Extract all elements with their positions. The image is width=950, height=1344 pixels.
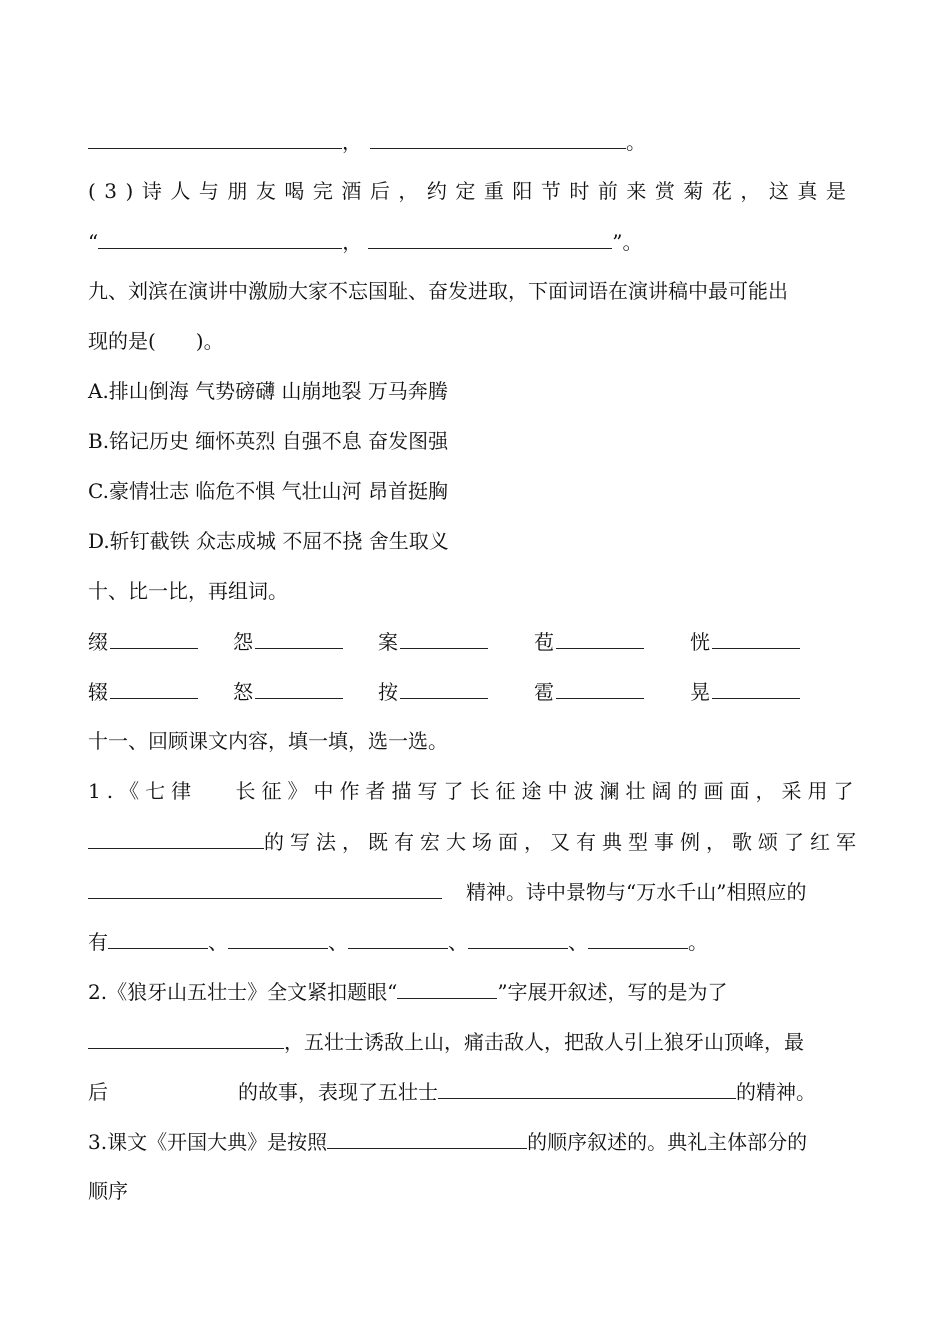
answer-blank[interactable] — [348, 926, 448, 949]
answer-blank[interactable] — [370, 126, 626, 149]
answer-blank[interactable] — [556, 676, 644, 699]
answer-blank[interactable] — [88, 1026, 284, 1049]
q11-item3-line2: 顺序 — [88, 1179, 128, 1203]
q9-title-line1: 九、刘滨在演讲中激励大家不忘国耻、奋发进取，下面词语在演讲稿中最可能出 — [88, 279, 788, 303]
answer-blank[interactable] — [88, 876, 442, 899]
answer-blank[interactable] — [368, 226, 612, 249]
answer-blank[interactable] — [110, 626, 198, 649]
answer-blank[interactable] — [110, 676, 198, 699]
open-quote: “ — [88, 230, 99, 254]
answer-blank[interactable] — [712, 676, 800, 699]
answer-blank[interactable] — [712, 626, 800, 649]
answer-blank[interactable] — [400, 676, 488, 699]
q11-item1-line3: 精神。诗中景物与“万水千山”相照应的 — [88, 876, 864, 907]
q11-item1-line4: 有 、 、 、 、 。 — [88, 926, 864, 957]
q10-item: 苞 — [534, 626, 644, 657]
q10-title: 十、比一比，再组词。 — [88, 579, 288, 603]
q10-item: 怒 — [233, 676, 343, 707]
q10-item: 恍 — [690, 626, 800, 657]
answer-blank[interactable] — [397, 976, 497, 999]
q11-item2-line2: ，五壮士诱敌上山，痛击敌人，把敌人引上狼牙山顶峰，最 — [88, 1026, 864, 1057]
answer-blank[interactable] — [556, 626, 644, 649]
q11-item2-line1: 2.《狼牙山五壮士》全文紧扣题眼“ ”字展开叙述，写的是为了 — [88, 976, 864, 1007]
q10-item: 雹 — [534, 676, 644, 707]
q9-title-line2: 现的是( )。 — [88, 329, 224, 353]
q10-item: 缀 — [88, 626, 198, 657]
poem-q3-text: (3)诗人与朋友喝完酒后，约定重阳节时前来赏菊花，这真是 — [88, 179, 855, 203]
answer-blank[interactable] — [438, 1076, 736, 1099]
poem-q3-blanks — [88, 226, 864, 257]
answer-blank[interactable] — [588, 926, 688, 949]
q9-option-c[interactable]: C.豪情壮志 临危不惧 气壮山河 昂首挺胸 — [88, 479, 449, 503]
q10-item: 案 — [378, 626, 488, 657]
q11-item2-line3: 后 的故事，表现了五壮士 的精神。 — [88, 1076, 864, 1107]
q9-option-d[interactable]: D.斩钉截铁 众志成城 不屈不挠 舍生取义 — [88, 529, 449, 553]
answer-blank[interactable] — [327, 1126, 527, 1149]
q11-title: 十一、回顾课文内容，填一填，选一选。 — [88, 729, 448, 753]
answer-blank[interactable] — [88, 826, 264, 849]
q10-item: 按 — [378, 676, 488, 707]
q10-item: 晃 — [690, 676, 800, 707]
answer-blank[interactable] — [400, 626, 488, 649]
poem-fill-line-2 — [88, 126, 864, 157]
answer-blank[interactable] — [255, 626, 343, 649]
comma: ， — [342, 130, 362, 154]
answer-blank[interactable] — [228, 926, 328, 949]
q11-item3-line1: 3.课文《开国大典》是按照 的顺序叙述的。典礼主体部分的 — [88, 1126, 864, 1157]
q9-option-b[interactable]: B.铭记历史 缅怀英烈 自强不息 奋发图强 — [88, 429, 449, 453]
q9-option-a[interactable]: A.排山倒海 气势磅礴 山崩地裂 万马奔腾 — [88, 379, 448, 403]
q10-item: 怨 — [233, 626, 343, 657]
q11-item1-line2: 的写法，既有宏大场面，又有典型事例，歌颂了红军 — [88, 826, 864, 857]
answer-blank[interactable] — [108, 926, 208, 949]
comma: ， — [342, 230, 363, 254]
answer-blank[interactable] — [98, 226, 342, 249]
answer-blank[interactable] — [88, 126, 342, 149]
q10-item: 辍 — [88, 676, 198, 707]
q11-item1-line1: 1.《七律 长征》中作者描写了长征途中波澜壮阔的画面，采用了 — [88, 779, 860, 803]
answer-blank[interactable] — [255, 676, 343, 699]
close-quote: ”。 — [612, 230, 643, 254]
answer-blank[interactable] — [468, 926, 568, 949]
period: 。 — [626, 130, 646, 154]
